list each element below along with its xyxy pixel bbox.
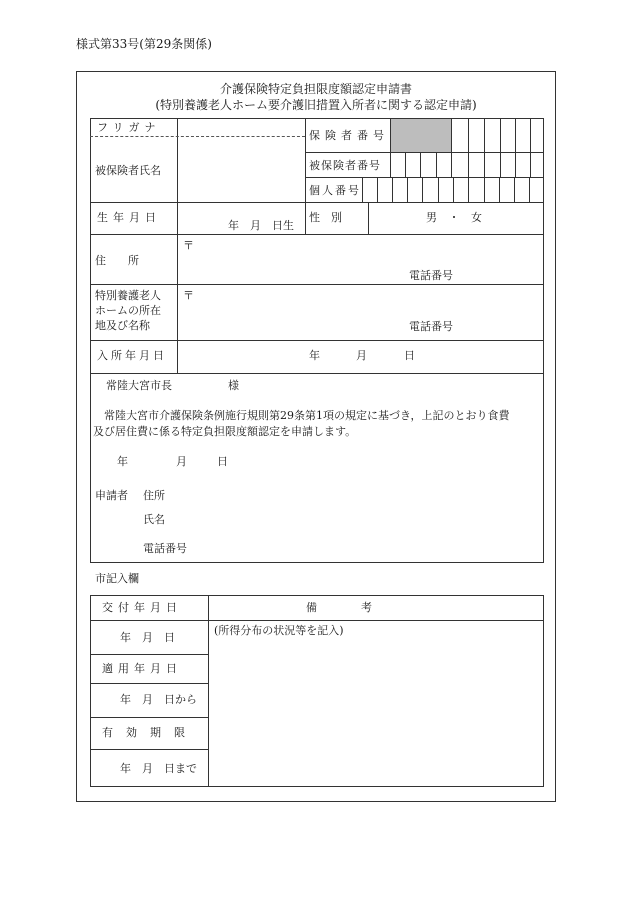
office-row-line <box>90 749 208 750</box>
honorific: 様 <box>228 379 239 392</box>
birth-date-field[interactable] <box>179 204 303 232</box>
gender-divider <box>368 202 369 234</box>
row-line-application <box>90 373 544 374</box>
issue-date-label: 交付年月日 <box>102 601 182 614</box>
insured-number-label: 被保険者番号 <box>309 159 381 172</box>
issue-date-units: 年 月 日 <box>120 631 175 644</box>
individual-number-field[interactable] <box>363 178 543 201</box>
form-subtitle: (特別養護老人ホーム要介護旧措置入所者に関する認定申請) <box>155 98 477 112</box>
row-line-facility <box>90 284 544 285</box>
insured-name-field[interactable] <box>179 138 303 201</box>
remarks-note: (所得分布の状況等を記入) <box>214 624 344 637</box>
form-title: 介護保険特定負担限度額認定申請書 <box>219 82 412 96</box>
individual-number-label: 個人番号 <box>309 184 361 197</box>
valid-until: 年 月 日まで <box>120 762 197 775</box>
facility-phone-label: 電話番号 <box>409 320 453 333</box>
row-line-birth <box>90 202 544 203</box>
office-row-line <box>90 683 208 684</box>
label-column-line <box>177 118 178 373</box>
applicant-name-field[interactable] <box>170 510 535 528</box>
statement-line-2: 及び居住費に係る特定負担限度額認定を申請します。 <box>93 425 357 438</box>
office-row-line <box>90 717 208 718</box>
application-date-field[interactable] <box>110 452 230 470</box>
row-line-admission <box>90 340 544 341</box>
row-line-address <box>90 234 544 235</box>
admission-date-label: 入所年月日 <box>97 349 167 362</box>
admission-date-field[interactable] <box>179 342 541 371</box>
postal-mark: 〒 <box>183 239 194 252</box>
furigana-label: フリガナ <box>97 121 161 134</box>
application-day: 日 <box>217 455 228 468</box>
furigana-field[interactable] <box>179 120 303 135</box>
facility-label-3: 地及び名称 <box>95 319 150 332</box>
number-grid-left-line <box>305 118 306 234</box>
application-year: 年 <box>117 455 128 468</box>
applicant-address-label: 住所 <box>143 489 165 502</box>
birth-date-label: 生年月日 <box>97 211 161 224</box>
address-label: 住 所 <box>95 254 139 267</box>
insurer-number-label: 保険者番号 <box>309 129 389 142</box>
gender-label: 性 別 <box>309 211 342 224</box>
birth-date-units: 年 月 日生 <box>228 219 294 232</box>
facility-field[interactable] <box>195 288 540 336</box>
applicant-address-field[interactable] <box>170 486 535 504</box>
office-row-line <box>90 654 208 655</box>
facility-postal-mark: 〒 <box>183 289 194 302</box>
applicant-phone-field[interactable] <box>195 539 535 557</box>
facility-label-1: 特別養護老人 <box>95 289 161 302</box>
insurer-box-line <box>390 118 391 152</box>
facility-label-2: ホームの所在 <box>95 304 161 317</box>
admission-day: 日 <box>404 349 415 362</box>
office-column-line <box>208 595 209 787</box>
remarks-label: 備 考 <box>306 601 372 614</box>
applicant-label: 申請者 <box>95 489 128 502</box>
applicable-from: 年 月 日から <box>120 693 197 706</box>
admission-year: 年 <box>309 349 320 362</box>
insurer-number-shaded <box>391 119 451 152</box>
insurer-number-field[interactable] <box>452 119 543 151</box>
valid-period-label: 有効期限 <box>102 726 198 739</box>
admission-month: 月 <box>356 349 367 362</box>
insured-name-label: 被保険者氏名 <box>95 164 161 177</box>
address-phone-label: 電話番号 <box>409 269 453 282</box>
office-header-line <box>90 620 544 621</box>
address-field[interactable] <box>195 238 540 280</box>
applicant-phone-label: 電話番号 <box>143 542 187 555</box>
applicant-name-label: 氏名 <box>143 513 165 526</box>
application-month: 月 <box>176 455 187 468</box>
addressee: 常陸大宮市長 <box>106 379 172 392</box>
furigana-divider <box>90 136 305 137</box>
insured-number-field[interactable] <box>391 153 543 176</box>
applicable-date-label: 適用年月日 <box>102 662 182 675</box>
gender-options[interactable]: 男 ・ 女 <box>426 211 482 224</box>
form-number: 様式第33号(第29条関係) <box>76 37 212 51</box>
office-use-label: 市記入欄 <box>95 572 139 585</box>
remarks-field[interactable] <box>210 640 542 784</box>
statement-line-1: 常陸大宮市介護保険条例施行規則第29条第1項の規定に基づき，上記のとおり食費 <box>104 409 510 422</box>
